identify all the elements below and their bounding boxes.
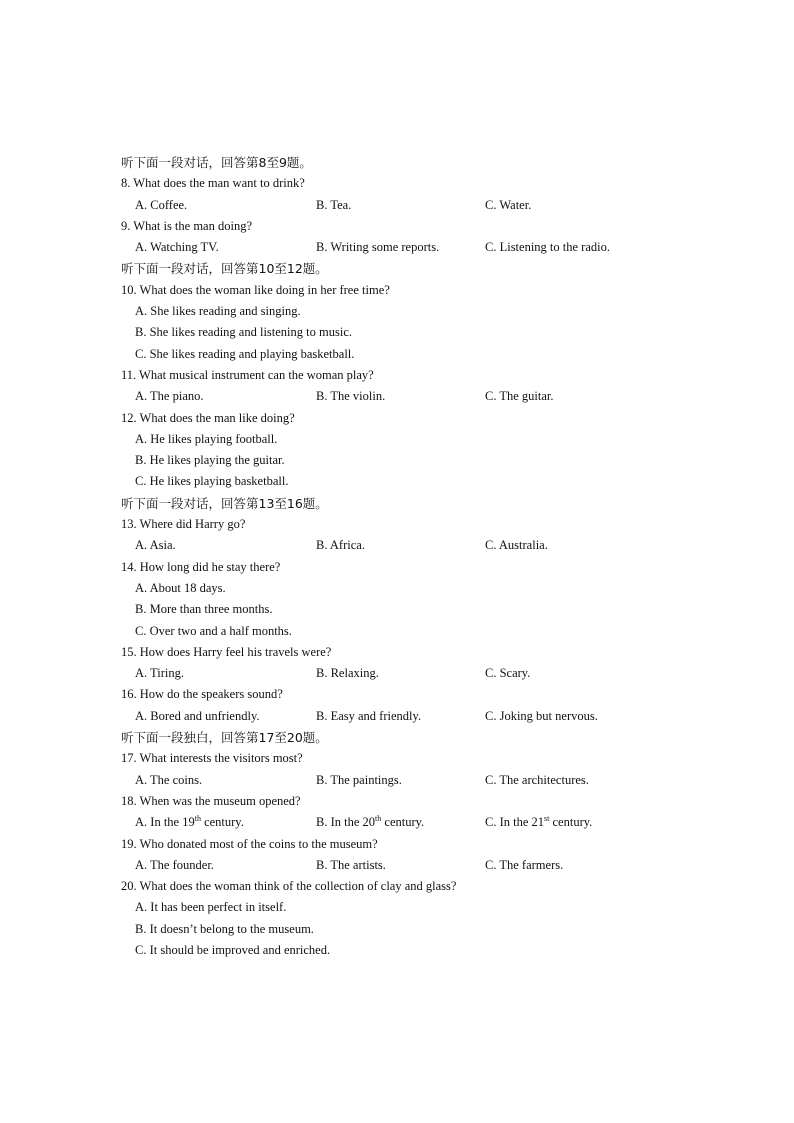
option-c: C. Water. (485, 197, 532, 212)
ordinal-suffix: st (544, 814, 550, 824)
options-row (121, 535, 681, 556)
question-stem: 18. When was the museum opened? (121, 793, 301, 808)
question-stem: 16. How do the speakers sound? (121, 687, 283, 702)
question-stem: 19. Who donated most of the coins to the museum? (121, 836, 378, 851)
option-c: C. She likes reading and playing basketball. (135, 346, 355, 361)
option-c: C. The farmers. (485, 857, 564, 872)
section-heading: 听下面一段对话，回答第10至12题。 (121, 261, 328, 277)
option-a: A. Asia. (135, 538, 176, 553)
option-a: A. The coins. (135, 772, 203, 787)
option-a: A. It has been perfect in itself. (135, 900, 287, 915)
option-c: C. The architectures. (485, 772, 589, 787)
option-b: B. He likes playing the guitar. (135, 453, 285, 468)
option-c (485, 812, 592, 833)
options-row (121, 195, 681, 216)
option-b: B. Writing some reports. (316, 240, 440, 255)
options-row (121, 663, 681, 684)
question-stem: 17. What interests the visitors most? (121, 751, 303, 766)
question-stem: 13. Where did Harry go? (121, 517, 246, 532)
option-b: B. Tea. (316, 197, 352, 212)
options-row (121, 237, 681, 258)
option-b: B. She likes reading and listening to music. (135, 325, 352, 340)
option-c: C. The guitar. (485, 389, 554, 404)
option-c: C. Joking but nervous. (485, 708, 598, 723)
option-a: A. Tiring. (135, 666, 184, 681)
question-stem: 20. What does the woman think of the collection of clay and glass? (121, 879, 457, 894)
section-heading: 听下面一段独白，回答第17至20题。 (121, 730, 328, 746)
option-c: C. Over two and a half months. (135, 623, 292, 638)
option-a: A. Bored and unfriendly. (135, 708, 260, 723)
option-text: century. (200, 815, 244, 830)
listening-questions (121, 152, 681, 961)
option-a: A. Coffee. (135, 197, 188, 212)
question-stem: 15. How does Harry feel his travels were? (121, 644, 332, 659)
option-b: B. It doesn’t belong to the museum. (135, 921, 314, 936)
option-text: C. In the 21 (485, 815, 545, 830)
question-stem: 8. What does the man want to drink? (121, 176, 305, 191)
option-b: B. The artists. (316, 857, 386, 872)
option-b: B. More than three months. (135, 602, 273, 617)
option-c: C. It should be improved and enriched. (135, 942, 331, 957)
question-stem: 11. What musical instrument can the woman play? (121, 367, 374, 382)
options-row (121, 855, 681, 876)
option-text: A. In the 19 (135, 815, 195, 830)
option-b: B. The violin. (316, 389, 386, 404)
option-text: century. (381, 815, 425, 830)
options-row (121, 706, 681, 727)
ordinal-suffix: th (194, 814, 201, 824)
option-a: A. The founder. (135, 857, 214, 872)
section-heading: 听下面一段对话，回答第8至9题。 (121, 155, 312, 170)
option-a: A. About 18 days. (135, 580, 226, 595)
options-row (121, 386, 681, 407)
option-text: B. In the 20 (316, 815, 376, 830)
option-text: century. (549, 815, 593, 830)
option-b: B. The paintings. (316, 772, 402, 787)
option-a (135, 812, 244, 833)
option-b: B. Relaxing. (316, 666, 379, 681)
question-stem: 14. How long did he stay there? (121, 559, 281, 574)
ordinal-suffix: th (375, 814, 382, 824)
option-b: B. Africa. (316, 538, 365, 553)
option-b (316, 812, 424, 833)
option-c: C. Australia. (485, 538, 548, 553)
option-c: C. He likes playing basketball. (135, 474, 289, 489)
option-b: B. Easy and friendly. (316, 708, 422, 723)
option-a: A. He likes playing football. (135, 431, 278, 446)
options-row (121, 770, 681, 791)
section-heading: 听下面一段对话，回答第13至16题。 (121, 495, 328, 511)
option-a: A. The piano. (135, 389, 204, 404)
option-c: C. Scary. (485, 666, 531, 681)
question-stem: 9. What is the man doing? (121, 218, 252, 233)
option-a: A. Watching TV. (135, 240, 219, 255)
option-a: A. She likes reading and singing. (135, 304, 301, 319)
question-stem: 12. What does the man like doing? (121, 410, 295, 425)
question-stem: 10. What does the woman like doing in her free time? (121, 282, 390, 297)
options-row (121, 812, 681, 833)
option-c: C. Listening to the radio. (485, 240, 610, 255)
